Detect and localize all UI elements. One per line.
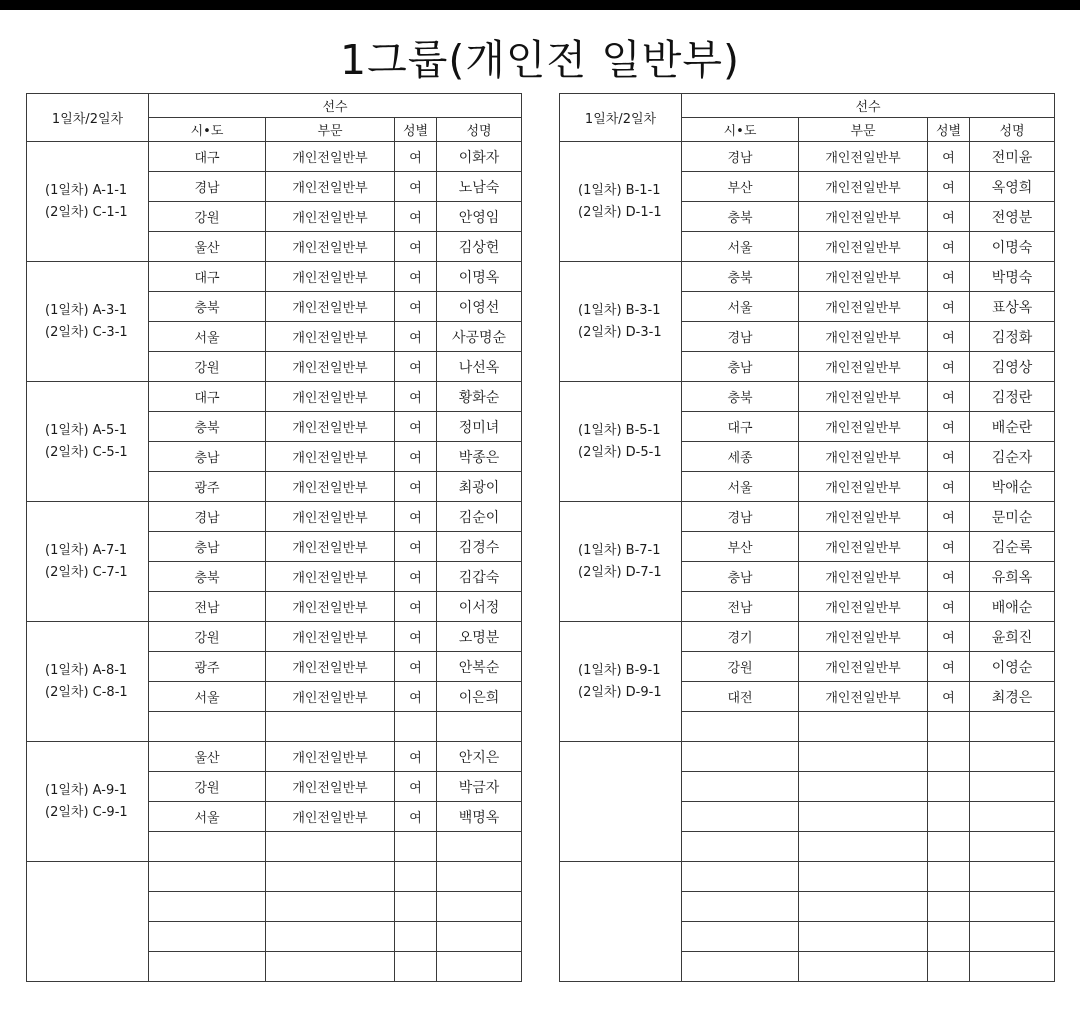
- division-cell: 개인전일반부: [266, 232, 395, 262]
- name-cell: [970, 952, 1055, 982]
- day1-match-code: (1일차) A-1-1: [45, 182, 128, 198]
- region-cell: 충남: [149, 532, 266, 562]
- gender-cell: 여: [928, 382, 970, 412]
- day1-match-code: (1일차) B-3-1: [578, 302, 661, 318]
- gender-cell: 여: [928, 352, 970, 382]
- name-cell: 표상옥: [970, 292, 1055, 322]
- match-cell: [27, 742, 149, 862]
- gender-cell: [395, 892, 437, 922]
- region-cell: 경남: [149, 502, 266, 532]
- region-cell: 경남: [149, 172, 266, 202]
- region-cell: [149, 832, 266, 862]
- division-cell: 개인전일반부: [799, 472, 928, 502]
- gender-cell: 여: [928, 412, 970, 442]
- name-cell: 배애순: [970, 592, 1055, 622]
- division-cell: 개인전일반부: [799, 142, 928, 172]
- region-cell: 충북: [682, 202, 799, 232]
- region-cell: 대구: [149, 142, 266, 172]
- region-cell: 부산: [682, 532, 799, 562]
- gender-cell: 여: [395, 652, 437, 682]
- division-cell: 개인전일반부: [266, 472, 395, 502]
- match-cell: [27, 262, 149, 382]
- match-cell: [560, 142, 682, 262]
- division-cell: [799, 802, 928, 832]
- gender-cell: [928, 802, 970, 832]
- division-cell: 개인전일반부: [266, 172, 395, 202]
- region-cell: 서울: [682, 472, 799, 502]
- gender-cell: 여: [928, 532, 970, 562]
- name-header: 성명: [437, 118, 522, 142]
- day2-match-code: (2일차) C-9-1: [45, 804, 128, 820]
- name-cell: [970, 922, 1055, 952]
- table-row: [27, 742, 522, 772]
- round-header: 1일차/2일차: [560, 94, 682, 142]
- gender-cell: [928, 742, 970, 772]
- region-cell: 대구: [682, 412, 799, 442]
- division-cell: 개인전일반부: [266, 532, 395, 562]
- gender-cell: 여: [928, 172, 970, 202]
- region-cell: 충북: [682, 262, 799, 292]
- region-cell: 충남: [682, 352, 799, 382]
- division-cell: [799, 742, 928, 772]
- division-cell: 개인전일반부: [799, 652, 928, 682]
- day1-match-code: (1일차) A-3-1: [45, 302, 128, 318]
- gender-cell: [928, 922, 970, 952]
- gender-cell: 여: [395, 382, 437, 412]
- region-cell: 충북: [149, 292, 266, 322]
- region-cell: 경기: [682, 622, 799, 652]
- name-cell: 이영순: [970, 652, 1055, 682]
- name-cell: 김영상: [970, 352, 1055, 382]
- name-cell: 안영임: [437, 202, 522, 232]
- division-cell: [799, 892, 928, 922]
- division-cell: [799, 862, 928, 892]
- division-cell: [799, 922, 928, 952]
- gender-cell: 여: [395, 352, 437, 382]
- name-cell: 전영분: [970, 202, 1055, 232]
- region-cell: 서울: [149, 802, 266, 832]
- gender-cell: 여: [928, 622, 970, 652]
- gender-cell: 여: [928, 262, 970, 292]
- gender-cell: 여: [928, 562, 970, 592]
- division-cell: 개인전일반부: [799, 412, 928, 442]
- region-cell: [682, 922, 799, 952]
- gender-cell: [395, 862, 437, 892]
- gender-cell: [928, 862, 970, 892]
- region-cell: [682, 712, 799, 742]
- gender-cell: 여: [395, 202, 437, 232]
- gender-cell: 여: [928, 292, 970, 322]
- day2-match-code: (2일차) C-1-1: [45, 204, 128, 220]
- gender-cell: 여: [928, 142, 970, 172]
- table-row: [27, 382, 522, 412]
- division-cell: 개인전일반부: [799, 322, 928, 352]
- gender-cell: [395, 712, 437, 742]
- gender-cell: 여: [395, 142, 437, 172]
- division-cell: 개인전일반부: [799, 292, 928, 322]
- match-cell: [27, 502, 149, 622]
- day2-match-code: (2일차) C-3-1: [45, 324, 128, 340]
- division-cell: 개인전일반부: [799, 172, 928, 202]
- region-cell: 전남: [149, 592, 266, 622]
- gender-cell: 여: [928, 442, 970, 472]
- region-cell: 대전: [682, 682, 799, 712]
- division-cell: [266, 832, 395, 862]
- region-cell: [682, 862, 799, 892]
- gender-cell: 여: [395, 772, 437, 802]
- day1-match-code: (1일차) A-9-1: [45, 782, 128, 798]
- name-cell: [970, 802, 1055, 832]
- gender-cell: [395, 922, 437, 952]
- division-cell: 개인전일반부: [266, 682, 395, 712]
- division-cell: 개인전일반부: [266, 352, 395, 382]
- division-cell: [799, 832, 928, 862]
- gender-cell: 여: [395, 562, 437, 592]
- division-cell: 개인전일반부: [266, 292, 395, 322]
- region-cell: 강원: [149, 772, 266, 802]
- region-cell: 충북: [149, 562, 266, 592]
- region-cell: 대구: [149, 382, 266, 412]
- match-cell: [560, 622, 682, 742]
- gender-cell: 여: [928, 232, 970, 262]
- gender-cell: 여: [928, 682, 970, 712]
- gender-cell: 여: [395, 682, 437, 712]
- table-row: [27, 862, 522, 892]
- division-cell: 개인전일반부: [266, 142, 395, 172]
- name-cell: 황화순: [437, 382, 522, 412]
- region-header: 시•도: [149, 118, 266, 142]
- division-cell: 개인전일반부: [266, 202, 395, 232]
- table-row: [560, 622, 1055, 652]
- name-cell: 박애순: [970, 472, 1055, 502]
- name-cell: 박명숙: [970, 262, 1055, 292]
- division-cell: 개인전일반부: [799, 622, 928, 652]
- name-cell: [970, 862, 1055, 892]
- name-cell: [437, 712, 522, 742]
- name-cell: 최경은: [970, 682, 1055, 712]
- day1-match-code: (1일차) A-7-1: [45, 542, 128, 558]
- region-cell: 대구: [149, 262, 266, 292]
- name-cell: 김상헌: [437, 232, 522, 262]
- gender-cell: [928, 832, 970, 862]
- division-cell: 개인전일반부: [266, 412, 395, 442]
- day1-match-code: (1일차) B-5-1: [578, 422, 661, 438]
- region-cell: [682, 772, 799, 802]
- table-row: [27, 142, 522, 172]
- name-cell: [437, 922, 522, 952]
- gender-cell: 여: [395, 622, 437, 652]
- gender-cell: 여: [928, 652, 970, 682]
- name-cell: [970, 742, 1055, 772]
- name-cell: 김경수: [437, 532, 522, 562]
- division-cell: 개인전일반부: [266, 652, 395, 682]
- name-cell: 오명분: [437, 622, 522, 652]
- division-header: 부문: [266, 118, 395, 142]
- region-cell: 강원: [682, 652, 799, 682]
- name-cell: 문미순: [970, 502, 1055, 532]
- gender-cell: [928, 772, 970, 802]
- region-header: 시•도: [682, 118, 799, 142]
- region-cell: [682, 892, 799, 922]
- name-cell: 박금자: [437, 772, 522, 802]
- division-cell: 개인전일반부: [799, 562, 928, 592]
- division-cell: 개인전일반부: [266, 592, 395, 622]
- region-cell: 경남: [682, 502, 799, 532]
- gender-cell: 여: [395, 172, 437, 202]
- table-row: [27, 502, 522, 532]
- match-cell: [560, 382, 682, 502]
- region-cell: [149, 712, 266, 742]
- region-cell: 강원: [149, 352, 266, 382]
- division-cell: 개인전일반부: [799, 442, 928, 472]
- division-cell: [799, 952, 928, 982]
- name-cell: 이명숙: [970, 232, 1055, 262]
- gender-cell: 여: [928, 592, 970, 622]
- table-row: [560, 862, 1055, 892]
- region-cell: 강원: [149, 622, 266, 652]
- gender-cell: 여: [395, 232, 437, 262]
- day1-match-code: (1일차) A-5-1: [45, 422, 128, 438]
- gender-cell: 여: [395, 592, 437, 622]
- region-cell: [682, 742, 799, 772]
- division-cell: 개인전일반부: [266, 502, 395, 532]
- division-cell: [266, 712, 395, 742]
- region-cell: [682, 832, 799, 862]
- name-cell: [437, 892, 522, 922]
- region-cell: [149, 952, 266, 982]
- top-black-bar: [0, 0, 1080, 10]
- gender-cell: 여: [395, 742, 437, 772]
- name-cell: 김순자: [970, 442, 1055, 472]
- name-cell: 배순란: [970, 412, 1055, 442]
- match-cell: [560, 862, 682, 982]
- gender-cell: 여: [928, 502, 970, 532]
- gender-cell: [395, 952, 437, 982]
- region-cell: [682, 802, 799, 832]
- day1-match-code: (1일차) B-1-1: [578, 182, 661, 198]
- region-cell: 광주: [149, 472, 266, 502]
- division-cell: 개인전일반부: [799, 532, 928, 562]
- name-cell: 박종은: [437, 442, 522, 472]
- region-cell: 충남: [149, 442, 266, 472]
- right-bracket-body: [560, 142, 1055, 982]
- gender-cell: 여: [395, 472, 437, 502]
- page-title: 1그룹(개인전 일반부): [340, 36, 740, 84]
- region-cell: [682, 952, 799, 982]
- division-cell: 개인전일반부: [266, 382, 395, 412]
- gender-cell: 여: [395, 502, 437, 532]
- division-cell: 개인전일반부: [799, 502, 928, 532]
- right-bracket-table: [559, 93, 1055, 982]
- region-cell: 부산: [682, 172, 799, 202]
- gender-cell: 여: [928, 322, 970, 352]
- day2-match-code: (2일차) D-3-1: [578, 324, 662, 340]
- gender-cell: 여: [395, 292, 437, 322]
- division-cell: 개인전일반부: [266, 262, 395, 292]
- region-cell: [149, 862, 266, 892]
- division-cell: [799, 772, 928, 802]
- table-row: [27, 622, 522, 652]
- name-cell: 나선옥: [437, 352, 522, 382]
- name-cell: 안복순: [437, 652, 522, 682]
- table-row: [560, 142, 1055, 172]
- name-cell: [970, 772, 1055, 802]
- match-cell: [27, 382, 149, 502]
- division-cell: 개인전일반부: [266, 742, 395, 772]
- day2-match-code: (2일차) D-5-1: [578, 444, 662, 460]
- table-row: [560, 382, 1055, 412]
- division-cell: 개인전일반부: [266, 442, 395, 472]
- name-cell: [970, 832, 1055, 862]
- region-cell: 서울: [682, 292, 799, 322]
- match-cell: [27, 622, 149, 742]
- day2-match-code: (2일차) D-1-1: [578, 204, 662, 220]
- player-header: 선수: [149, 94, 522, 118]
- name-cell: [970, 892, 1055, 922]
- name-cell: 최광이: [437, 472, 522, 502]
- left-bracket-table: [26, 93, 522, 982]
- name-cell: 이명옥: [437, 262, 522, 292]
- left-bracket-body: [27, 142, 522, 982]
- division-cell: 개인전일반부: [266, 622, 395, 652]
- region-cell: 경남: [682, 142, 799, 172]
- gender-cell: 여: [395, 802, 437, 832]
- name-cell: 김정화: [970, 322, 1055, 352]
- match-cell: [560, 502, 682, 622]
- division-cell: [266, 922, 395, 952]
- table-row: [27, 262, 522, 292]
- match-cell: [560, 262, 682, 382]
- gender-cell: 여: [395, 412, 437, 442]
- day2-match-code: (2일차) D-7-1: [578, 564, 662, 580]
- day1-match-code: (1일차) B-7-1: [578, 542, 661, 558]
- gender-header: 성별: [928, 118, 970, 142]
- name-cell: 이서정: [437, 592, 522, 622]
- name-cell: 김갑숙: [437, 562, 522, 592]
- division-cell: [266, 862, 395, 892]
- division-cell: 개인전일반부: [799, 202, 928, 232]
- region-cell: 세종: [682, 442, 799, 472]
- division-cell: 개인전일반부: [266, 322, 395, 352]
- name-cell: 정미녀: [437, 412, 522, 442]
- region-cell: 울산: [149, 232, 266, 262]
- name-cell: [437, 832, 522, 862]
- gender-cell: 여: [395, 322, 437, 352]
- region-cell: 충남: [682, 562, 799, 592]
- name-cell: 안지은: [437, 742, 522, 772]
- gender-header: 성별: [395, 118, 437, 142]
- name-cell: 김순이: [437, 502, 522, 532]
- name-cell: 윤희진: [970, 622, 1055, 652]
- division-cell: 개인전일반부: [266, 562, 395, 592]
- division-cell: 개인전일반부: [799, 382, 928, 412]
- name-cell: 이은희: [437, 682, 522, 712]
- name-cell: 김순록: [970, 532, 1055, 562]
- name-cell: [437, 952, 522, 982]
- division-cell: 개인전일반부: [799, 592, 928, 622]
- table-row: [560, 262, 1055, 292]
- region-cell: 충북: [682, 382, 799, 412]
- name-cell: [437, 862, 522, 892]
- region-cell: [149, 922, 266, 952]
- match-cell: [27, 142, 149, 262]
- division-cell: [266, 892, 395, 922]
- name-cell: 유희옥: [970, 562, 1055, 592]
- table-row: [560, 742, 1055, 772]
- region-cell: 충북: [149, 412, 266, 442]
- name-cell: 옥영희: [970, 172, 1055, 202]
- region-cell: 경남: [682, 322, 799, 352]
- day1-match-code: (1일차) A-8-1: [45, 662, 128, 678]
- round-header: 1일차/2일차: [27, 94, 149, 142]
- name-cell: 김정란: [970, 382, 1055, 412]
- match-cell: [27, 862, 149, 982]
- gender-cell: 여: [928, 202, 970, 232]
- table-row: [560, 502, 1055, 532]
- name-cell: 이영선: [437, 292, 522, 322]
- gender-cell: 여: [395, 442, 437, 472]
- day2-match-code: (2일차) C-7-1: [45, 564, 128, 580]
- gender-cell: [928, 892, 970, 922]
- name-cell: [970, 712, 1055, 742]
- gender-cell: [928, 952, 970, 982]
- region-cell: 서울: [149, 682, 266, 712]
- region-cell: [149, 892, 266, 922]
- division-cell: [266, 952, 395, 982]
- division-cell: 개인전일반부: [799, 352, 928, 382]
- day2-match-code: (2일차) C-8-1: [45, 684, 128, 700]
- day2-match-code: (2일차) D-9-1: [578, 684, 662, 700]
- gender-cell: 여: [395, 532, 437, 562]
- match-cell: [560, 742, 682, 862]
- region-cell: 강원: [149, 202, 266, 232]
- region-cell: 전남: [682, 592, 799, 622]
- name-cell: 이화자: [437, 142, 522, 172]
- gender-cell: [928, 712, 970, 742]
- region-cell: 서울: [682, 232, 799, 262]
- player-header: 선수: [682, 94, 1055, 118]
- region-cell: 서울: [149, 322, 266, 352]
- name-cell: 백명옥: [437, 802, 522, 832]
- name-header: 성명: [970, 118, 1055, 142]
- division-cell: 개인전일반부: [799, 262, 928, 292]
- region-cell: 울산: [149, 742, 266, 772]
- name-cell: 노남숙: [437, 172, 522, 202]
- region-cell: 광주: [149, 652, 266, 682]
- division-cell: [799, 712, 928, 742]
- gender-cell: [395, 832, 437, 862]
- gender-cell: 여: [395, 262, 437, 292]
- division-cell: 개인전일반부: [799, 232, 928, 262]
- division-header: 부문: [799, 118, 928, 142]
- name-cell: 전미윤: [970, 142, 1055, 172]
- division-cell: 개인전일반부: [266, 802, 395, 832]
- day1-match-code: (1일차) B-9-1: [578, 662, 661, 678]
- name-cell: 사공명순: [437, 322, 522, 352]
- gender-cell: 여: [928, 472, 970, 502]
- division-cell: 개인전일반부: [266, 772, 395, 802]
- division-cell: 개인전일반부: [799, 682, 928, 712]
- day2-match-code: (2일차) C-5-1: [45, 444, 128, 460]
